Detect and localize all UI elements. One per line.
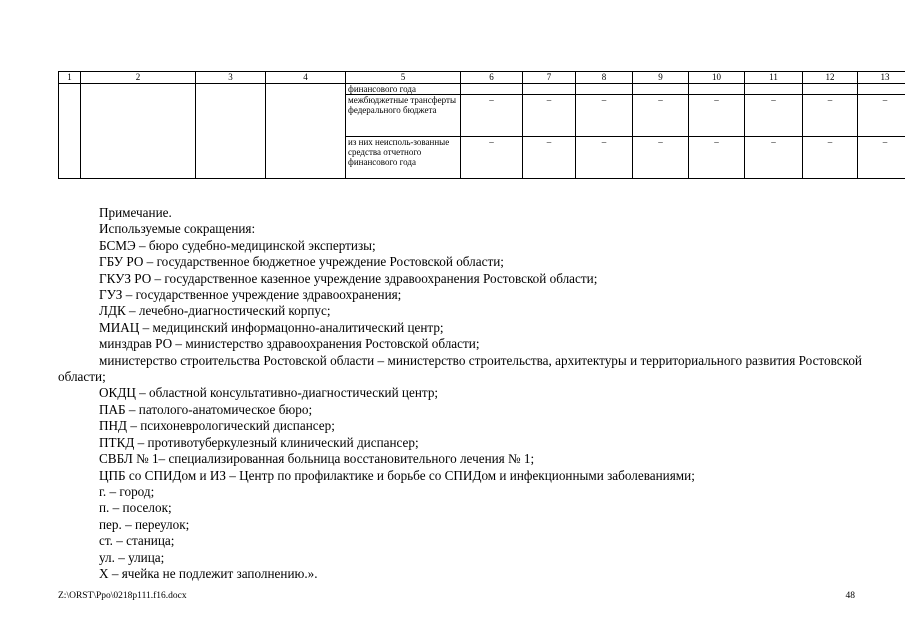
table-cell [858, 84, 905, 95]
abbreviation-item: ОКДЦ – областной консультативно-диагностический центр; [99, 385, 439, 401]
abbreviation-item: БСМЭ – бюро судебно-медицинской экспертизы; [99, 237, 376, 253]
table-header-row [59, 72, 905, 84]
abbreviation-item: СВБЛ № 1– специализированная больница восстановительного лечения № 1; [99, 451, 535, 467]
table-cell [461, 84, 523, 95]
row-description: финансового года [346, 84, 461, 95]
column-header: 3 [196, 72, 266, 84]
abbreviation-item: ПНД – психоневрологический диспансер; [99, 418, 335, 434]
abbreviation-item: ПАБ – патолого-анатомическое бюро; [99, 401, 313, 417]
table-cell: – [689, 137, 745, 179]
abbreviation-item: ГБУ РО – государственное бюджетное учреждение Ростовской области; [99, 254, 504, 270]
abbreviation-item: ПТКД – противотуберкулезный клинический диспансер; [99, 434, 419, 450]
notes-title: Примечание. [99, 205, 172, 220]
table-cell [803, 84, 858, 95]
table-cell: – [576, 137, 633, 179]
row-description: межбюджетные трансферты федерального бюджета [346, 95, 461, 137]
table-row [59, 84, 905, 95]
table-cell-empty [59, 84, 81, 179]
budget-table [58, 71, 905, 179]
table-cell-empty [266, 84, 346, 179]
abbreviation-item: ЛДК – лечебно-диагностический корпус; [99, 303, 331, 319]
abbreviation-item: п. – поселок; [99, 500, 172, 516]
column-header: 11 [745, 72, 803, 84]
column-header: 10 [689, 72, 745, 84]
abbreviation-item: МИАЦ – медицинский информацонно-аналитический центр; [99, 319, 444, 335]
column-header: 13 [858, 72, 905, 84]
row-description: из них неисполь-зованные средства отчетного финансового года [346, 137, 461, 179]
table-cell: – [461, 95, 523, 137]
table-cell [633, 84, 689, 95]
column-header: 9 [633, 72, 689, 84]
table-cell: – [633, 137, 689, 179]
table-cell: – [745, 137, 803, 179]
table-cell [523, 84, 576, 95]
footer-file-path: Z:\ORST\Ppo\0218p111.f16.docx [58, 591, 187, 601]
column-header: 12 [803, 72, 858, 84]
column-header: 5 [346, 72, 461, 84]
abbreviation-item: ГУЗ – государственное учреждение здравоохранения; [99, 287, 402, 303]
table-cell [689, 84, 745, 95]
abbreviation-item: министерство строительства Ростовской области – министерство строительства, архитектуры и территориального развития Ростовской области; [58, 352, 862, 385]
table-cell: – [858, 95, 905, 137]
abbreviation-item: ГКУЗ РО – государственное казенное учреждение здравоохранения Ростовской области; [99, 270, 598, 286]
table-cell: – [461, 137, 523, 179]
table-cell: – [523, 95, 576, 137]
table-cell: – [633, 95, 689, 137]
notes-section [58, 205, 862, 582]
abbreviations-header: Используемые сокращения: [99, 221, 256, 237]
table-cell: – [858, 137, 905, 179]
column-header: 6 [461, 72, 523, 84]
abbreviation-item: пер. – переулок; [99, 516, 190, 532]
table-cell: – [803, 95, 858, 137]
column-header: 7 [523, 72, 576, 84]
abbreviation-item: г. – город; [99, 483, 155, 499]
abbreviation-item: Х – ячейка не подлежит заполнению.». [99, 565, 318, 581]
table-cell-empty [81, 84, 196, 179]
table-cell [576, 84, 633, 95]
abbreviation-item: минздрав РО – министерство здравоохранения Ростовской области; [99, 336, 480, 352]
abbreviation-item: ул. – улица; [99, 549, 165, 565]
column-header: 4 [266, 72, 346, 84]
column-header: 8 [576, 72, 633, 84]
table-cell: – [803, 137, 858, 179]
page-number: 48 [845, 591, 855, 601]
table-cell: – [689, 95, 745, 137]
abbreviation-item: ст. – станица; [99, 533, 175, 549]
abbreviation-item: ЦПБ со СПИДом и ИЗ – Центр по профилактике и борьбе со СПИДом и инфекционными заболеваниями; [99, 467, 695, 483]
table-cell: – [523, 137, 576, 179]
table-cell [745, 84, 803, 95]
table-cell: – [576, 95, 633, 137]
table-cell-empty [196, 84, 266, 179]
column-header: 2 [81, 72, 196, 84]
table-cell: – [745, 95, 803, 137]
column-header: 1 [59, 72, 81, 84]
